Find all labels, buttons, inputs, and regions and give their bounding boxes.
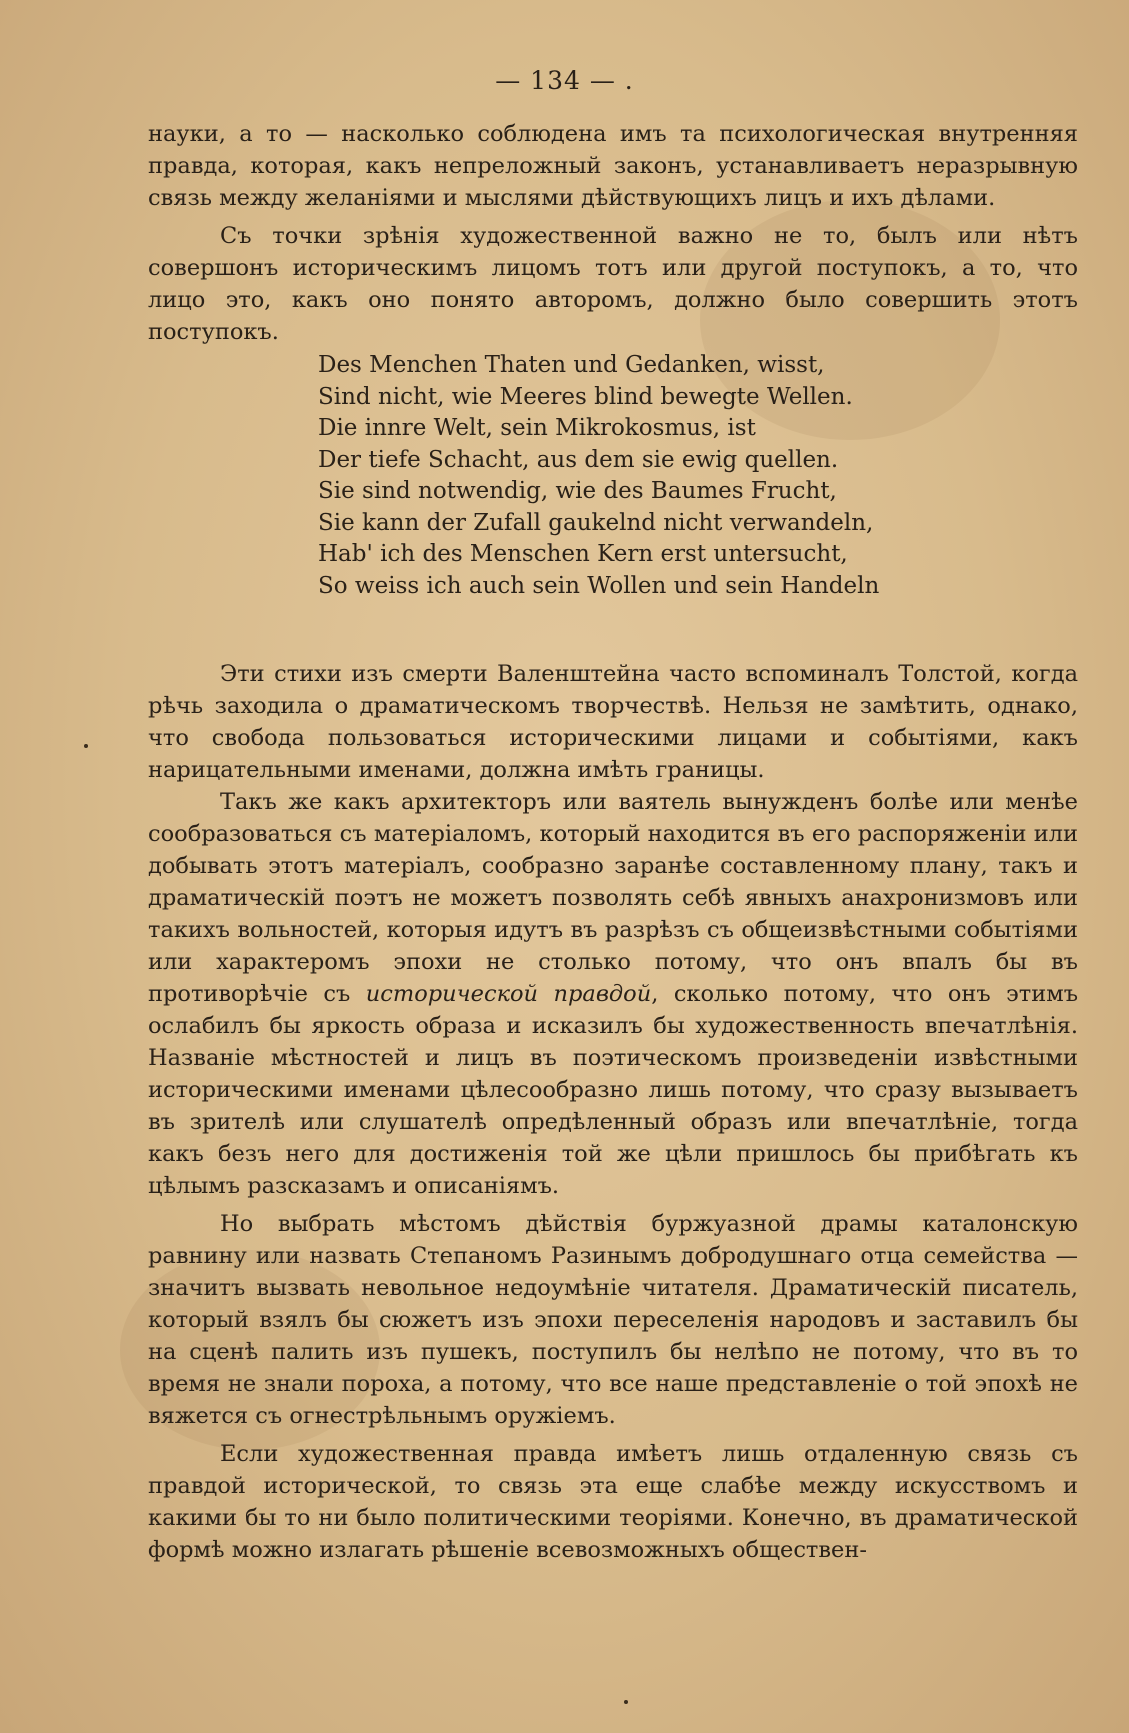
- poem-line: Die innre Welt, sein Mikrokosmus, ist: [318, 415, 756, 441]
- paragraph-1: науки, а то — насколько соблюдена имъ та психологическая внутренняя правда, которая, какъ непреложный законъ, устанавливаетъ неразрывную связь между желаніями и мыслями дѣйствующихъ лицъ и ихъ дѣлами.: [148, 121, 1078, 211]
- page-number: — 134 — .: [495, 66, 634, 95]
- paragraph-4: [148, 786, 1078, 1202]
- emphasis-historical-truth: исторической правдой: [365, 981, 652, 1007]
- poem-line: Hab' ich des Menschen Kern erst untersucht,: [318, 541, 848, 567]
- paragraph-4-text: , сколько потому, что онъ этимъ ослабилъ бы яркость образа и исказилъ бы художественность впечатлѣнія. Названіе мѣстностей и лицъ въ поэтическомъ произведеніи извѣстными историческими именами цѣлесообразно лишь потому, что сразу вызываетъ въ зрителѣ или слушателѣ опредѣленный образъ или впечатлѣніе, тогда какъ безъ него для достиженія той же цѣли пришлось бы прибѣгать къ цѣлымъ разсказамъ и описаніямъ.: [148, 981, 1079, 1199]
- poem-line: Sie kann der Zufall gaukelnd nicht verwandeln,: [318, 509, 874, 536]
- poem-line: Sind nicht, wie Meeres blind bewegte Wellen.: [318, 383, 853, 410]
- paragraph-3: Эти стихи изъ смерти Валенштейна часто вспоминалъ Толстой, когда рѣчь заходила о драматическомъ творчествѣ. Нельзя не замѣтить, однако, что свобода пользоваться историческими лицами и событіями, какъ нарицательными именами, должна имѣть границы.: [148, 661, 1078, 783]
- paragraph-5: Но выбрать мѣстомъ дѣйствія буржуазной драмы каталонскую равнину или назвать Степаномъ Разинымъ добродушнаго отца семейства — значитъ вызвать невольное недоумѣніе читателя. Драматическій писатель, который взялъ бы сюжетъ изъ эпохи переселенія народовъ и заставилъ бы на сценѣ палить изъ пушекъ, поступилъ бы нелѣпо не потому, что въ то время не знали пороха, а потому, что все наше представленіе о той эпохѣ не вяжется съ огнестрѣльнымъ оружіемъ.: [148, 1211, 1078, 1429]
- poem-line: Sie sind notwendig, wie des Baumes Frucht,: [318, 478, 837, 504]
- ink-speck: [624, 1700, 628, 1704]
- paragraph-2: Съ точки зрѣнія художественной важно не то, былъ или нѣтъ совершонъ историческимъ лицомъ тотъ или другой поступокъ, а то, что лицо это, какъ оно понято авторомъ, должно было совершить этотъ поступокъ.: [148, 223, 1078, 345]
- german-poem: [318, 350, 1078, 602]
- poem-line: Der tiefe Schacht, aus dem sie ewig quellen.: [318, 446, 839, 473]
- paragraph-6: Если художественная правда имѣетъ лишь отдаленную связь съ правдой исторической, то связь эта еще слабѣе между искусствомъ и какими бы то ни было политическими теоріями. Конечно, въ драматической формѣ можно излагать рѣшеніе всевозможныхъ обществен-: [148, 1441, 1078, 1563]
- poem-line: So weiss ich auch sein Wollen und sein Handeln: [318, 572, 880, 599]
- poem-line: Des Menchen Thaten und Gedanken, wisst,: [318, 352, 825, 378]
- ink-speck: [84, 744, 88, 748]
- page-body: [148, 118, 1078, 1566]
- paragraph-4-text: Такъ же какъ архитекторъ или ваятель вынужденъ болѣе или менѣе сообразоваться съ матеріаломъ, который находится въ его распоряженіи или добывать этотъ матеріалъ, сообразно заранѣе составленному плану, такъ и драматическій поэтъ не можетъ позволять себѣ явныхъ анахронизмовъ или такихъ вольностей, которыя идутъ въ разрѣзъ съ общеизвѣстными событіями или характеромъ эпохи не столько потому, что онъ впалъ бы въ противорѣчіе съ: [148, 789, 1078, 1007]
